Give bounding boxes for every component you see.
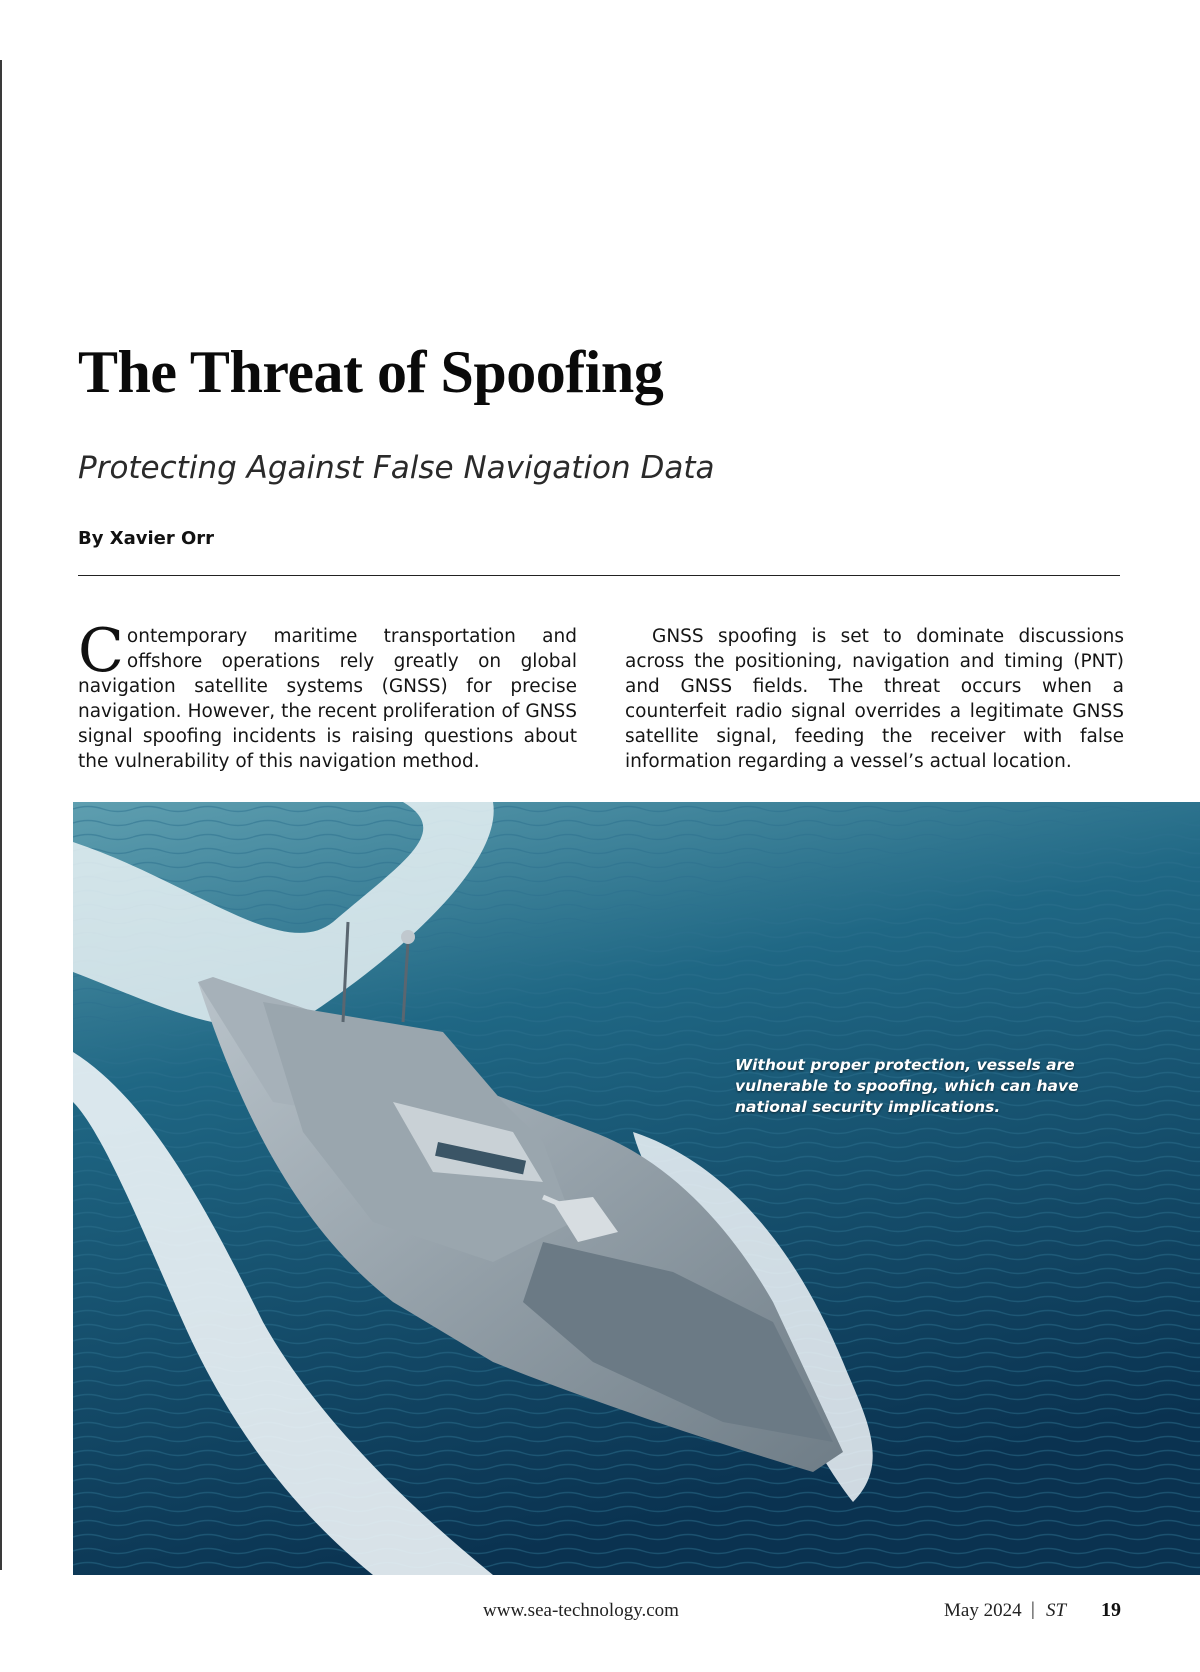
footer-separator: | xyxy=(1031,1599,1035,1620)
page-number: 19 xyxy=(1101,1599,1121,1621)
article-subtitle: Protecting Against False Navigation Data xyxy=(78,450,715,486)
header-divider xyxy=(78,575,1120,576)
footer-magazine-abbr: ST xyxy=(1046,1600,1067,1621)
ship-photo xyxy=(73,802,1200,1575)
body-column-left-text: ontemporary maritime transportation and offshore operations rely greatly on global navigation satellite systems (GNSS) for precise navigation. However, the recent proliferation of GNSS signal spoofing incidents is raising questions about the vulnerability of this navigation method. xyxy=(78,626,577,772)
body-column-right: GNSS spoofing is set to dominate discussions across the positioning, navigation and timing (PNT) and GNSS fields. The threat occurs when a counterfeit radio signal overrides a legitimate GNSS satellite signal, feeding the receiver with false information regarding a vessel’s actual location. xyxy=(625,626,1124,772)
ship-illustration xyxy=(73,802,1200,1575)
drop-cap: C xyxy=(78,616,124,686)
article-title: The Threat of Spoofing xyxy=(78,339,664,405)
page-edge-rule xyxy=(0,60,2,1570)
footer-issue-date: May 2024 xyxy=(944,1600,1022,1621)
footer-website: www.sea-technology.com xyxy=(483,1600,679,1621)
body-column-left xyxy=(78,616,577,774)
article-byline: By Xavier Orr xyxy=(78,528,215,549)
radar-dome xyxy=(401,930,415,944)
photo-caption: Without proper protection, vessels are vulnerable to spoofing, which can have national security implications. xyxy=(735,1056,1079,1116)
